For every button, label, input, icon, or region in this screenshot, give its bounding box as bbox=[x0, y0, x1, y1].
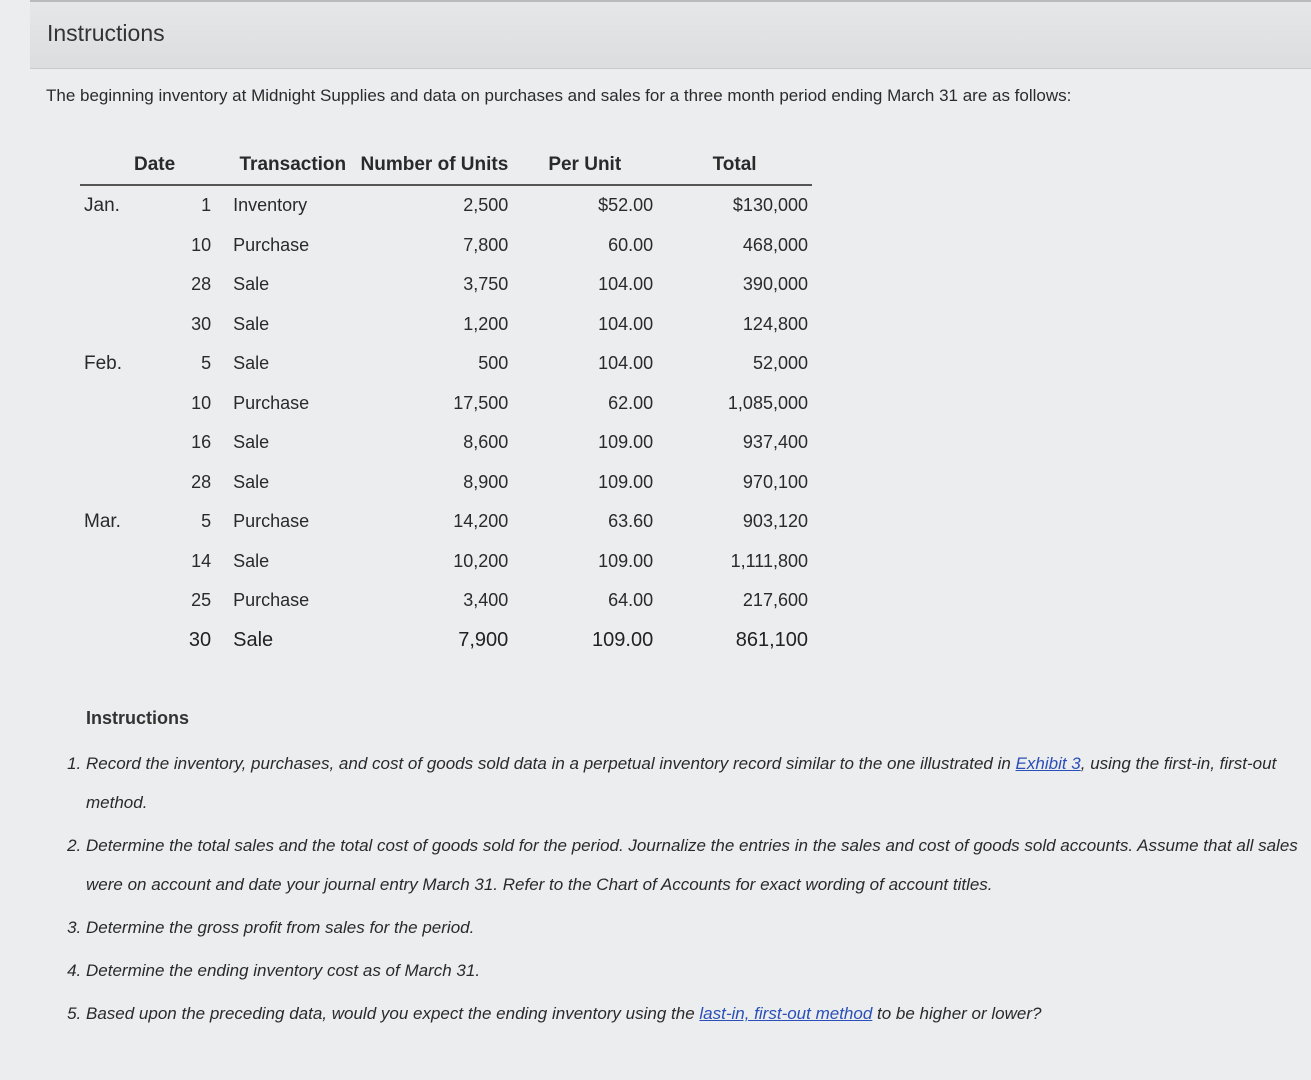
table-row bbox=[80, 581, 812, 621]
cell-day: 16 bbox=[191, 432, 212, 453]
cell-transaction: Sale bbox=[233, 313, 270, 334]
col-date: Date bbox=[80, 148, 229, 185]
cell-day: 28 bbox=[191, 274, 212, 295]
cell-day: 5 bbox=[201, 353, 212, 374]
instruction-link[interactable]: Exhibit 3 bbox=[1015, 754, 1081, 773]
col-units: Number of Units bbox=[357, 148, 513, 185]
cell-units: 17,500 bbox=[453, 392, 509, 413]
cell-transaction: Purchase bbox=[233, 590, 310, 611]
table-row bbox=[80, 305, 812, 345]
cell-month bbox=[80, 265, 147, 305]
cell-units: 500 bbox=[478, 353, 509, 374]
header-bar bbox=[30, 0, 1311, 69]
instruction-text: Determine the ending inventory cost as of March 31. bbox=[86, 961, 481, 980]
cell-total: 970,100 bbox=[742, 471, 808, 492]
cell-transaction: Sale bbox=[233, 628, 274, 651]
col-total: Total bbox=[657, 148, 812, 185]
cell-month bbox=[80, 384, 147, 424]
cell-day: 10 bbox=[191, 392, 212, 413]
table-row bbox=[80, 463, 812, 503]
cell-day: 25 bbox=[191, 590, 212, 611]
cell-month bbox=[80, 226, 147, 266]
instruction-item bbox=[86, 744, 1311, 822]
instruction-item bbox=[86, 951, 1311, 990]
table-row bbox=[80, 542, 812, 582]
cell-day: 5 bbox=[201, 511, 212, 532]
cell-day: 14 bbox=[191, 550, 212, 571]
cell-per-unit: 109.00 bbox=[598, 432, 654, 453]
cell-transaction: Inventory bbox=[233, 195, 308, 216]
cell-transaction: Sale bbox=[233, 274, 270, 295]
table-row bbox=[80, 423, 812, 463]
cell-total: 861,100 bbox=[735, 628, 808, 651]
cell-units: 8,900 bbox=[463, 471, 509, 492]
cell-day: 30 bbox=[191, 313, 212, 334]
cell-day: 30 bbox=[188, 628, 212, 651]
table-row bbox=[80, 265, 812, 305]
cell-month: Mar. bbox=[84, 510, 121, 532]
cell-month: Jan. bbox=[84, 194, 120, 216]
cell-month bbox=[80, 542, 147, 582]
instruction-text-after: to be higher or lower? bbox=[872, 1004, 1042, 1023]
cell-transaction: Purchase bbox=[233, 511, 310, 532]
cell-month bbox=[80, 305, 147, 345]
table-row bbox=[80, 621, 812, 661]
table-header-row bbox=[80, 148, 812, 185]
cell-units: 8,600 bbox=[463, 432, 509, 453]
cell-month bbox=[80, 621, 147, 661]
instruction-item bbox=[86, 994, 1311, 1033]
instruction-text: Based upon the preceding data, would you expect the ending inventory using the bbox=[86, 1004, 700, 1023]
cell-per-unit: 60.00 bbox=[608, 234, 654, 255]
cell-transaction: Sale bbox=[233, 432, 270, 453]
instruction-item bbox=[86, 826, 1311, 904]
cell-transaction: Purchase bbox=[233, 392, 310, 413]
cell-units: 3,750 bbox=[463, 274, 509, 295]
instruction-text: Determine the total sales and the total cost of goods sold for the period. Journalize the entries in the sales and cost of goods sold accounts. Assume that all sales were on account and date your journal entry March 31. Refer to the Chart of Accounts for exact wording of account titles. bbox=[86, 836, 1298, 894]
cell-total: 1,085,000 bbox=[727, 392, 808, 413]
table-row bbox=[80, 185, 812, 226]
cell-units: 3,400 bbox=[463, 590, 509, 611]
table-row bbox=[80, 226, 812, 266]
cell-units: 14,200 bbox=[453, 511, 509, 532]
col-per-unit: Per Unit bbox=[512, 148, 657, 185]
cell-per-unit: 109.00 bbox=[592, 628, 654, 651]
instruction-item bbox=[86, 908, 1311, 947]
page-title: Instructions bbox=[47, 20, 165, 46]
cell-day: 28 bbox=[191, 471, 212, 492]
cell-per-unit: 62.00 bbox=[608, 392, 654, 413]
instructions-title: Instructions bbox=[86, 708, 190, 728]
instruction-text-after: , using the first-in, first-out method. bbox=[86, 754, 1277, 812]
cell-month bbox=[80, 581, 147, 621]
table-row bbox=[80, 344, 812, 384]
col-transaction: Transaction bbox=[229, 148, 356, 185]
instructions-list bbox=[52, 744, 1311, 1037]
cell-month bbox=[80, 423, 147, 463]
table-row bbox=[80, 384, 812, 424]
cell-units: 2,500 bbox=[463, 195, 509, 216]
cell-total: 124,800 bbox=[742, 313, 808, 334]
cell-units: 7,900 bbox=[458, 628, 509, 651]
instruction-text: Record the inventory, purchases, and cost of goods sold data in a perpetual inventory record similar to the one illustrated in bbox=[86, 754, 1016, 773]
instruction-text: Determine the gross profit from sales for the period. bbox=[86, 918, 475, 937]
cell-total: 903,120 bbox=[742, 511, 808, 532]
cell-units: 7,800 bbox=[463, 234, 509, 255]
cell-per-unit: 104.00 bbox=[598, 313, 654, 334]
cell-transaction: Purchase bbox=[233, 234, 310, 255]
table-row bbox=[80, 502, 812, 542]
cell-per-unit: 63.60 bbox=[608, 511, 654, 532]
cell-total: 217,600 bbox=[742, 590, 808, 611]
cell-per-unit: 104.00 bbox=[598, 353, 654, 374]
cell-units: 1,200 bbox=[463, 313, 509, 334]
cell-total: 52,000 bbox=[752, 353, 808, 374]
cell-month: Feb. bbox=[84, 352, 123, 374]
cell-month bbox=[80, 463, 147, 503]
inventory-table bbox=[80, 148, 812, 660]
cell-total: 468,000 bbox=[742, 234, 808, 255]
cell-day: 1 bbox=[201, 195, 212, 216]
cell-transaction: Sale bbox=[233, 550, 270, 571]
cell-day: 10 bbox=[191, 234, 212, 255]
intro-text: The beginning inventory at Midnight Supplies and data on purchases and sales for a three month period ending March 31 are as follows: bbox=[46, 86, 1072, 105]
cell-total: $130,000 bbox=[732, 195, 808, 216]
cell-transaction: Sale bbox=[233, 471, 270, 492]
cell-transaction: Sale bbox=[233, 353, 270, 374]
cell-per-unit: 104.00 bbox=[598, 274, 654, 295]
cell-per-unit: $52.00 bbox=[598, 195, 654, 216]
cell-per-unit: 64.00 bbox=[608, 590, 654, 611]
cell-per-unit: 109.00 bbox=[598, 550, 654, 571]
instruction-link[interactable]: last-in, first-out method bbox=[699, 1004, 873, 1023]
cell-total: 390,000 bbox=[742, 274, 808, 295]
cell-total: 1,111,800 bbox=[730, 550, 808, 571]
cell-units: 10,200 bbox=[453, 550, 509, 571]
cell-per-unit: 109.00 bbox=[598, 471, 654, 492]
cell-total: 937,400 bbox=[742, 432, 808, 453]
